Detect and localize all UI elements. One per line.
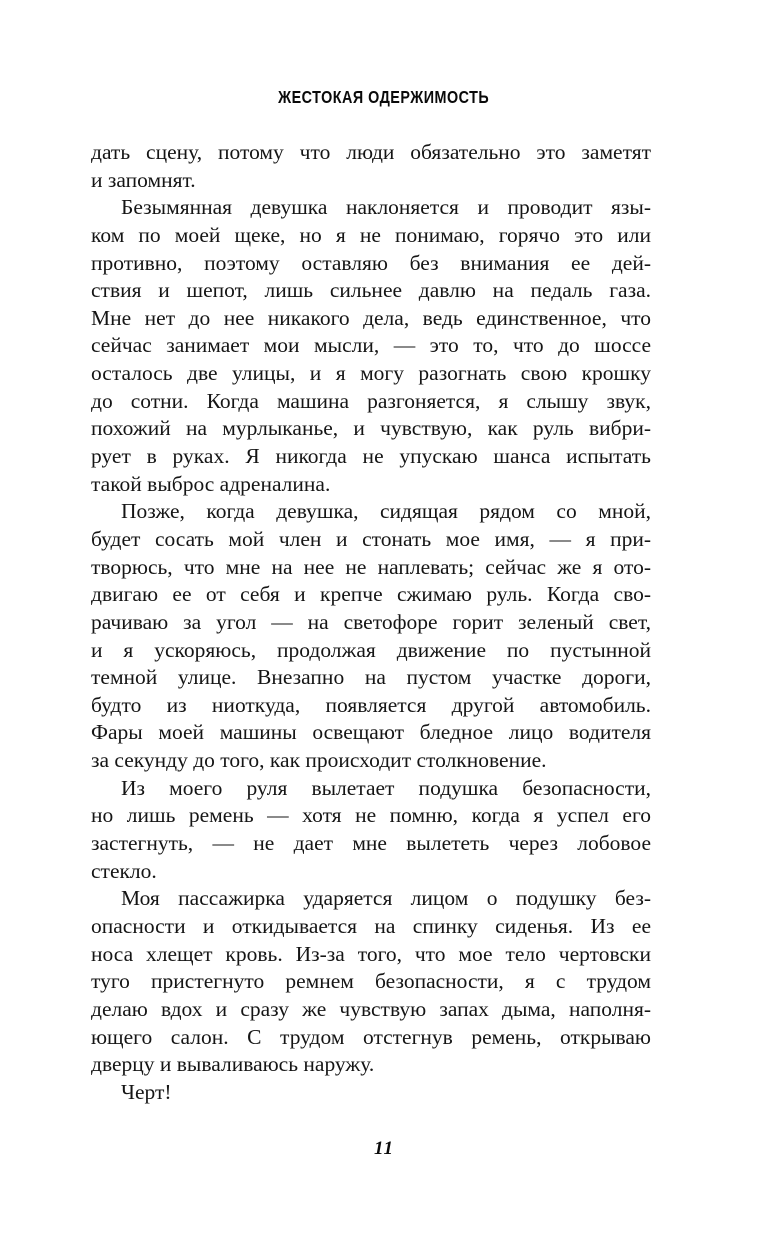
text-line: дверцу и вываливаюсь наружу. — [91, 1052, 375, 1077]
text-line: Позже, когда девушка, сидящая рядом со мной, — [121, 499, 651, 524]
text-line: Черт! — [121, 1079, 172, 1104]
paragraph — [91, 1079, 651, 1107]
text-line: двигаю ее от себя и крепче сжимаю руль. Когда сво- — [91, 582, 651, 607]
text-line: ющего салон. С трудом отстегнув ремень, открываю — [91, 1024, 651, 1049]
text-line: и я ускоряюсь, продолжая движение по пустынной — [91, 637, 651, 662]
paragraph — [91, 885, 651, 1078]
text-line: будет сосать мой член и стонать мое имя, — я при- — [91, 526, 651, 551]
text-line: противно, поэтому оставляю без внимания ее дей- — [91, 250, 651, 275]
paragraph — [91, 194, 651, 498]
text-line: ствия и шепот, лишь сильнее давлю на педаль газа. — [91, 278, 651, 303]
text-line: делаю вдох и сразу же чувствую запах дыма, наполня- — [91, 996, 651, 1021]
text-line: рует в руках. Я никогда не упускаю шанса испытать — [91, 444, 651, 469]
paragraph — [91, 139, 651, 194]
text-line: рачиваю за угол — на светофоре горит зеленый свет, — [91, 609, 651, 634]
paragraph — [91, 498, 651, 774]
text-line: ком по моей щеке, но я не понимаю, горячо это или — [91, 222, 651, 247]
text-line: осталось две улицы, и я могу разогнать свою крошку — [91, 361, 651, 386]
text-line: Мне нет до нее никакого дела, ведь единственное, что — [91, 305, 651, 330]
paragraph — [91, 775, 651, 886]
text-line: опасности и откидывается на спинку сиденья. Из ее — [91, 913, 651, 938]
book-title: ЖЕСТОКАЯ ОДЕРЖИМОСТЬ — [278, 87, 490, 107]
text-line: застегнуть, — не дает мне вылететь через лобовое — [91, 831, 651, 856]
text-line: стекло. — [91, 858, 157, 883]
text-line: похожий на мурлыканье, и чувствую, как руль вибри- — [91, 416, 651, 441]
text-line: дать сцену, потому что люди обязательно это заметят — [91, 140, 651, 164]
text-line: до сотни. Когда машина разгоняется, я слышу звук, — [91, 388, 651, 413]
text-line: но лишь ремень — хотя не помню, когда я успел его — [91, 803, 651, 828]
text-line: будто из ниоткуда, появляется другой автомобиль. — [91, 692, 651, 717]
text-line: темной улице. Внезапно на пустом участке дороги, — [91, 665, 651, 690]
text-line: и запомнят. — [91, 167, 196, 192]
text-line: Фары моей машины освещают бледное лицо водителя — [91, 720, 651, 745]
running-head — [0, 87, 768, 108]
text-line: за секунду до того, как происходит столкновение. — [91, 748, 547, 773]
text-line: такой выброс адреналина. — [91, 471, 331, 496]
text-line: Моя пассажирка ударяется лицом о подушку без- — [121, 886, 651, 911]
text-line: туго пристегнуто ремнем безопасности, я с трудом — [91, 969, 651, 994]
text-line: Безымянная девушка наклоняется и проводит язы- — [121, 195, 651, 220]
text-line: сейчас занимает мои мысли, — это то, что до шоссе — [91, 333, 651, 358]
page-text — [91, 139, 651, 1106]
text-line: носа хлещет кровь. Из-за того, что мое тело чертовски — [91, 941, 651, 966]
text-line: Из моего руля вылетает подушка безопасности, — [121, 775, 651, 800]
text-line: творюсь, что мне на нее не наплевать; сейчас же я ото- — [91, 554, 651, 579]
page-number: 11 — [374, 1138, 394, 1159]
